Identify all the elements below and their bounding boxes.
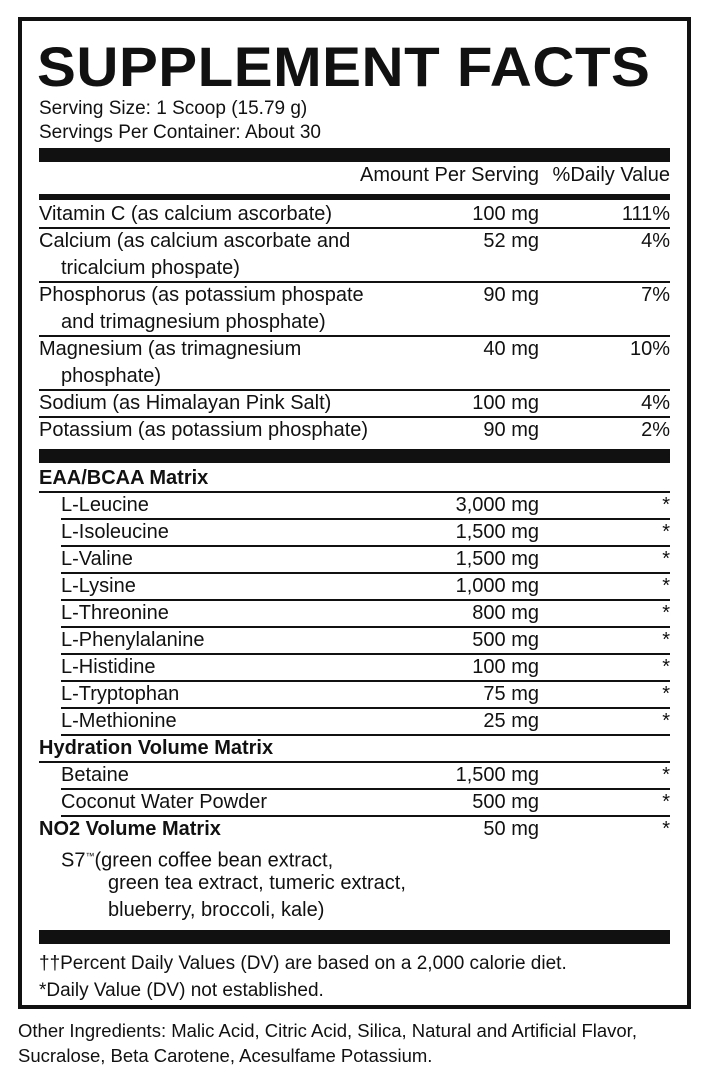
s7-description: (green coffee bean extract, bbox=[94, 849, 334, 872]
ingredient-amount: 1,500 mg bbox=[455, 521, 539, 543]
supplement-facts-panel bbox=[18, 17, 691, 1009]
ingredient-daily-value: * bbox=[662, 602, 670, 624]
panel-title: SUPPLEMENT FACTS bbox=[37, 35, 651, 98]
nutrient-amount: 90 mg bbox=[483, 419, 539, 441]
footnote-daily-values: ††Percent Daily Values (DV) are based on a 2,000 calorie diet. bbox=[39, 953, 567, 974]
ingredient-daily-value: * bbox=[662, 656, 670, 678]
s7-description: green tea extract, tumeric extract, bbox=[108, 872, 406, 894]
medium-divider bbox=[39, 194, 670, 200]
ingredient-name: L-Threonine bbox=[61, 602, 169, 624]
ingredient-daily-value: * bbox=[662, 683, 670, 705]
ingredient-daily-value: * bbox=[662, 791, 670, 813]
ingredient-daily-value: * bbox=[662, 575, 670, 597]
ingredient-name: L-Histidine bbox=[61, 656, 156, 678]
nutrient-daily-value: 111% bbox=[621, 203, 670, 225]
nutrient-name: Magnesium (as trimagnesium bbox=[39, 338, 302, 360]
ingredient-daily-value: * bbox=[662, 629, 670, 651]
eaa-bcaa-matrix-title: EAA/BCAA Matrix bbox=[39, 467, 209, 489]
other-ingredients: Other Ingredients: Malic Acid, Citric Acid, Silica, Natural and Artificial Flavor, Sucralose, Beta Carotene, Acesulfame Potassium. bbox=[18, 1020, 637, 1066]
nutrient-daily-value: 2% bbox=[641, 419, 670, 441]
nutrient-name: Potassium (as potassium phosphate) bbox=[39, 419, 369, 441]
ingredient-amount: 75 mg bbox=[483, 683, 539, 705]
nutrient-amount: 52 mg bbox=[483, 230, 539, 252]
ingredient-name: Betaine bbox=[61, 764, 129, 786]
ingredient-daily-value: * bbox=[662, 548, 670, 570]
thick-divider-2 bbox=[39, 449, 670, 463]
ingredient-daily-value: * bbox=[662, 494, 670, 516]
ingredient-amount: 1,500 mg bbox=[455, 764, 539, 786]
ingredient-amount: 25 mg bbox=[483, 710, 539, 732]
ingredient-name: Coconut Water Powder bbox=[61, 791, 268, 813]
ingredient-daily-value: * bbox=[662, 764, 670, 786]
row-divider bbox=[61, 545, 670, 547]
no2-matrix-daily-value: * bbox=[662, 818, 670, 840]
nutrient-name: and trimagnesium phosphate) bbox=[61, 311, 326, 333]
ingredient-amount: 1,500 mg bbox=[455, 548, 539, 570]
nutrient-name: tricalcium phospate) bbox=[61, 257, 240, 279]
nutrient-amount: 100 mg bbox=[472, 392, 539, 414]
ingredient-amount: 500 mg bbox=[472, 629, 539, 651]
ingredient-name: L-Isoleucine bbox=[61, 521, 169, 543]
no2-matrix-amount: 50 mg bbox=[483, 818, 539, 840]
row-divider bbox=[61, 572, 670, 574]
nutrient-name: Calcium (as calcium ascorbate and bbox=[39, 230, 351, 252]
ingredient-name: L-Lysine bbox=[61, 575, 136, 597]
ingredient-amount: 1,000 mg bbox=[455, 575, 539, 597]
ingredient-name: L-Methionine bbox=[61, 710, 177, 732]
ingredient-name: L-Leucine bbox=[61, 494, 149, 516]
amount-per-serving-header: Amount Per Serving bbox=[360, 164, 539, 186]
nutrient-name: Sodium (as Himalayan Pink Salt) bbox=[39, 392, 332, 414]
nutrient-name: Phosphorus (as potassium phospate bbox=[39, 284, 364, 306]
thick-divider-3 bbox=[39, 930, 670, 944]
ingredient-daily-value: * bbox=[662, 521, 670, 543]
daily-value-header: %Daily Value bbox=[552, 164, 670, 186]
ingredient-amount: 3,000 mg bbox=[455, 494, 539, 516]
no2-matrix-title: NO2 Volume Matrix bbox=[39, 818, 221, 840]
s7-description: blueberry, broccoli, kale) bbox=[108, 899, 325, 921]
nutrient-daily-value: 4% bbox=[641, 230, 670, 252]
ingredient-daily-value: * bbox=[662, 710, 670, 732]
nutrient-amount: 100 mg bbox=[472, 203, 539, 225]
nutrient-name: Vitamin C (as calcium ascorbate) bbox=[39, 203, 333, 225]
ingredient-name: L-Tryptophan bbox=[61, 683, 180, 705]
nutrient-amount: 90 mg bbox=[483, 284, 539, 306]
ingredient-amount: 500 mg bbox=[472, 791, 539, 813]
ingredient-amount: 800 mg bbox=[472, 602, 539, 624]
nutrient-daily-value: 10% bbox=[629, 338, 670, 360]
ingredient-name: L-Valine bbox=[61, 548, 133, 570]
thick-divider bbox=[39, 148, 670, 162]
servings-per-container: Servings Per Container: About 30 bbox=[39, 122, 322, 143]
footnote-not-established: *Daily Value (DV) not established. bbox=[39, 980, 324, 1001]
nutrient-name: phosphate) bbox=[61, 365, 162, 387]
ingredient-amount: 100 mg bbox=[472, 656, 539, 678]
hydration-matrix-title: Hydration Volume Matrix bbox=[39, 737, 274, 759]
serving-size: Serving Size: 1 Scoop (15.79 g) bbox=[39, 98, 308, 119]
nutrient-daily-value: 7% bbox=[641, 284, 670, 306]
s7-name: S7 bbox=[61, 849, 86, 872]
nutrient-daily-value: 4% bbox=[641, 392, 670, 414]
trademark-symbol: ™ bbox=[85, 851, 95, 861]
row-divider bbox=[39, 761, 670, 763]
ingredient-name: L-Phenylalanine bbox=[61, 629, 205, 651]
nutrient-amount: 40 mg bbox=[483, 338, 539, 360]
